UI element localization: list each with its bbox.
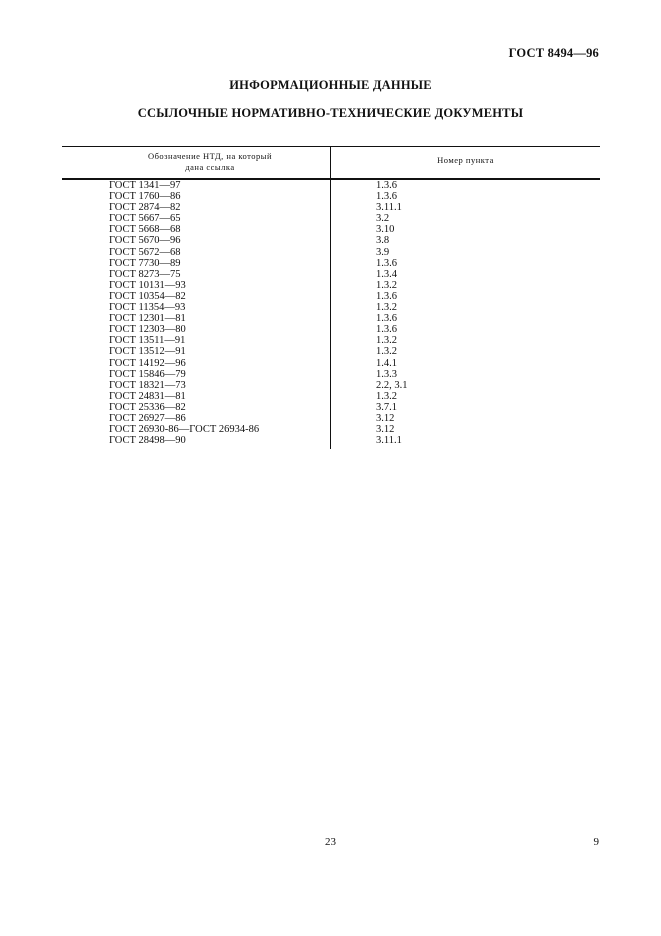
page-number-center: 23 — [325, 836, 336, 848]
table-row — [0, 302, 661, 313]
reference-document: ГОСТ 24831—81 — [109, 390, 186, 402]
reference-document: ГОСТ 26930-86—ГОСТ 26934-86 — [109, 424, 260, 436]
table-row — [0, 291, 661, 302]
table-row — [0, 424, 661, 435]
column-header-item-number: Номер пункта — [437, 155, 494, 165]
item-number: 1.3.6 — [376, 313, 397, 325]
item-number: 2.2, 3.1 — [376, 379, 408, 391]
table-row — [0, 269, 661, 280]
reference-document: ГОСТ 1341—97 — [109, 180, 181, 191]
reference-document: ГОСТ 10354—82 — [109, 290, 186, 302]
reference-document: ГОСТ 12301—81 — [109, 313, 186, 325]
page-number-right: 9 — [593, 836, 599, 848]
table-row — [0, 380, 661, 391]
item-number: 3.10 — [376, 224, 395, 236]
table-row — [0, 358, 661, 369]
reference-table-body — [0, 180, 661, 446]
item-number: 3.12 — [376, 424, 395, 436]
table-row — [0, 391, 661, 402]
reference-document: ГОСТ 2874—82 — [109, 202, 181, 214]
item-number: 1.3.2 — [376, 390, 397, 402]
reference-document: ГОСТ 25336—82 — [109, 401, 186, 413]
item-number: 3.2 — [376, 213, 390, 225]
item-number: 1.3.6 — [376, 180, 397, 191]
item-number: 3.11.1 — [376, 202, 402, 214]
item-number: 3.7.1 — [376, 401, 397, 413]
item-number: 1.3.6 — [376, 257, 397, 269]
column-header-reference — [110, 151, 310, 173]
table-row — [0, 258, 661, 269]
table-row — [0, 402, 661, 413]
reference-document: ГОСТ 5667—65 — [109, 213, 181, 225]
table-row — [0, 335, 661, 346]
column-header-reference-line1: Обозначение НТД, на который — [147, 151, 273, 161]
table-row — [0, 191, 661, 202]
table-row — [0, 202, 661, 213]
item-number: 3.11.1 — [376, 435, 402, 447]
reference-document: ГОСТ 13512—91 — [109, 346, 186, 358]
table-row — [0, 224, 661, 235]
item-number: 1.3.6 — [376, 191, 397, 203]
table-top-rule — [62, 146, 600, 147]
reference-document: ГОСТ 5672—68 — [109, 246, 181, 258]
reference-document: ГОСТ 5670—96 — [109, 235, 181, 247]
table-row — [0, 235, 661, 246]
item-number: 1.3.2 — [376, 279, 397, 291]
item-number: 1.4.1 — [376, 357, 397, 369]
reference-document: ГОСТ 14192—96 — [109, 357, 186, 369]
table-row — [0, 280, 661, 291]
reference-document: ГОСТ 11354—93 — [109, 302, 186, 314]
table-row — [0, 324, 661, 335]
table-row — [0, 247, 661, 258]
document-code: ГОСТ 8494—96 — [508, 46, 599, 60]
item-number: 1.3.6 — [376, 324, 397, 336]
item-number: 3.12 — [376, 412, 395, 424]
table-row — [0, 435, 661, 446]
item-number: 1.3.2 — [376, 346, 397, 358]
reference-document: ГОСТ 5668—68 — [109, 224, 181, 236]
reference-document: ГОСТ 18321—73 — [109, 379, 186, 391]
reference-document: ГОСТ 7730—89 — [109, 257, 181, 269]
table-row — [0, 369, 661, 380]
table-row — [0, 313, 661, 324]
reference-document: ГОСТ 10131—93 — [109, 279, 186, 291]
reference-document: ГОСТ 8273—75 — [109, 268, 181, 280]
item-number: 1.3.6 — [376, 290, 397, 302]
reference-document: ГОСТ 28498—90 — [109, 435, 186, 447]
section-title: ИНФОРМАЦИОННЫЕ ДАННЫЕ — [229, 78, 432, 92]
item-number: 3.8 — [376, 235, 390, 247]
reference-document: ГОСТ 26927—86 — [109, 412, 186, 424]
item-number: 3.9 — [376, 246, 390, 258]
item-number: 1.3.3 — [376, 368, 397, 380]
reference-document: ГОСТ 12303—80 — [109, 324, 186, 336]
table-row — [0, 213, 661, 224]
column-header-reference-line2: дана ссылка — [185, 162, 235, 172]
table-row — [0, 346, 661, 357]
reference-document: ГОСТ 1760—86 — [109, 191, 181, 203]
item-number: 1.3.2 — [376, 335, 397, 347]
section-subtitle: ССЫЛОЧНЫЕ НОРМАТИВНО-ТЕХНИЧЕСКИЕ ДОКУМЕНТЫ — [137, 106, 524, 120]
table-row — [0, 413, 661, 424]
reference-document: ГОСТ 15846—79 — [109, 368, 186, 380]
item-number: 1.3.4 — [376, 268, 397, 280]
table-row — [0, 180, 661, 191]
reference-document: ГОСТ 13511—91 — [109, 335, 186, 347]
item-number: 1.3.2 — [376, 302, 397, 314]
